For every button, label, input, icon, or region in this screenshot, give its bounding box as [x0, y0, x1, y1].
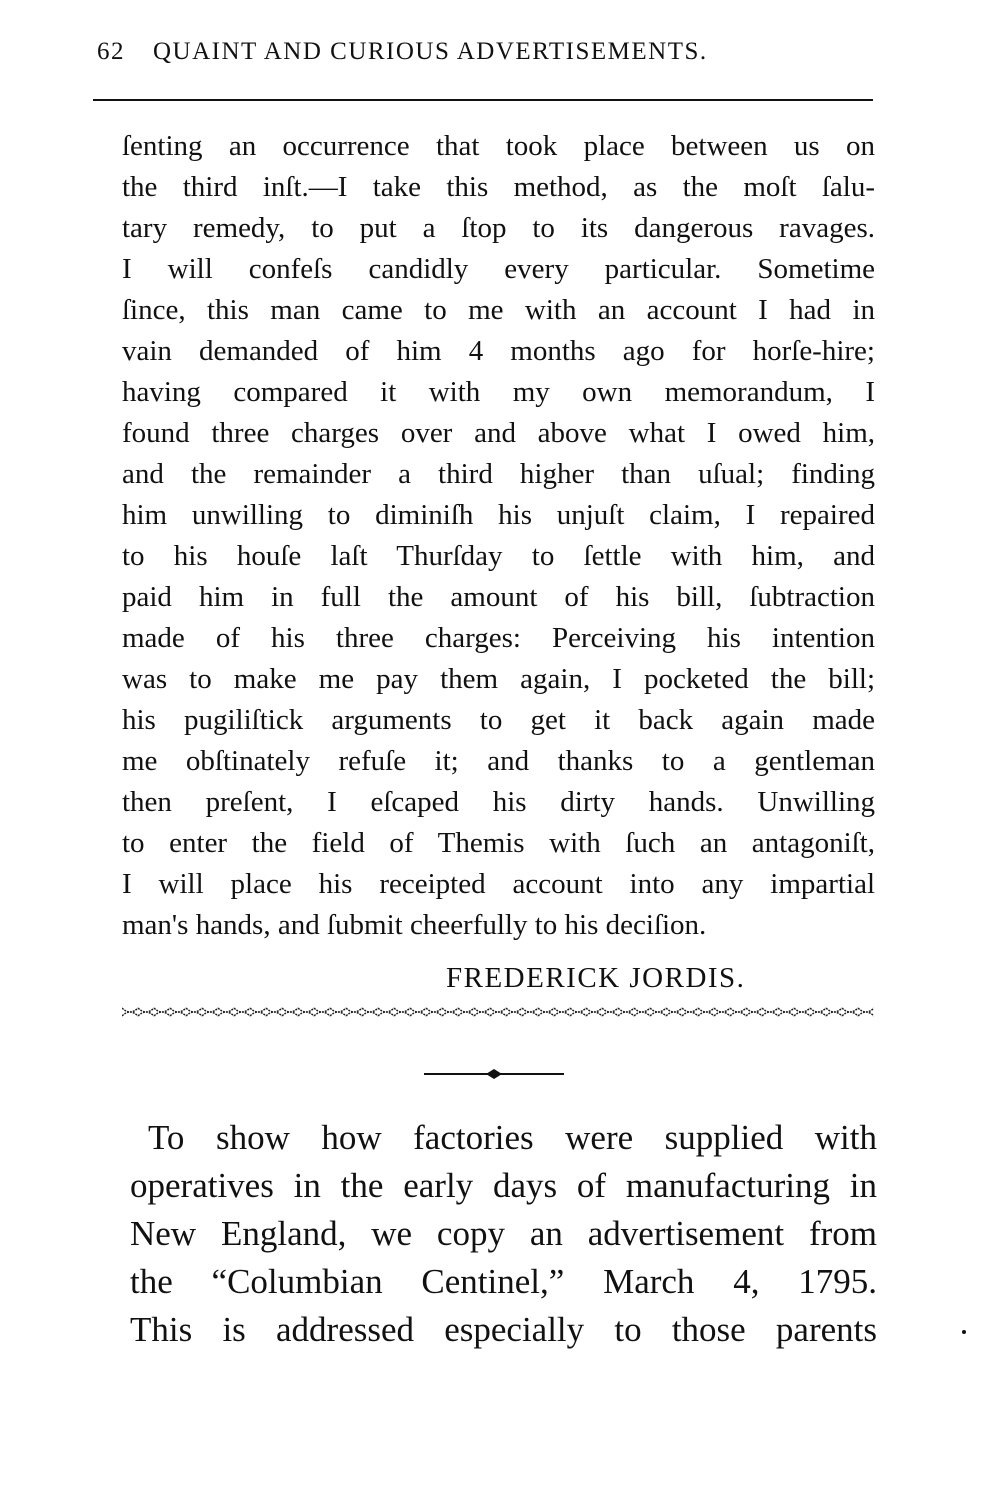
- text-line: vain demanded of him 4 months ago for horſe-hire;: [122, 335, 875, 367]
- ornament-link: [266, 1008, 282, 1016]
- text-line: him unwilling to diminiſh his unjuſt claim, I repaired: [122, 499, 875, 531]
- ornament-link: [826, 1008, 842, 1016]
- ornament-link: [218, 1008, 234, 1016]
- ornament-link: [586, 1008, 602, 1016]
- text-line: paid him in full the amount of his bill, ſubtraction: [122, 581, 875, 613]
- ornament-link: [202, 1008, 218, 1016]
- ornament-link: [250, 1008, 266, 1016]
- ornament-link: [346, 1008, 362, 1016]
- ornamental-border: [122, 1006, 874, 1018]
- ornament-link: [170, 1008, 186, 1016]
- text-line: operatives in the early days of manufacturing in: [130, 1166, 877, 1205]
- commentary-text: [130, 1114, 877, 1354]
- ornament-link: [186, 1008, 202, 1016]
- ornament-link: [842, 1008, 858, 1016]
- ornament-link: [522, 1008, 538, 1016]
- ornament-link: [410, 1008, 426, 1016]
- page-number: 62: [97, 38, 125, 65]
- ornament-link: [426, 1008, 442, 1016]
- signature: FREDERICK JORDIS.: [446, 962, 746, 994]
- text-line: to enter the field of Themis with ſuch an antagoniſt,: [122, 827, 875, 859]
- text-line: This is addressed especially to those parents: [130, 1310, 877, 1349]
- ornament-link: [554, 1008, 570, 1016]
- ornament-link: [650, 1008, 666, 1016]
- ornament-link: [330, 1008, 346, 1016]
- section-divider: [424, 1068, 564, 1080]
- text-line: having compared it with my own memorandum, I: [122, 376, 875, 408]
- ornament-link: [698, 1008, 714, 1016]
- text-line: then preſent, I eſcaped his dirty hands. Unwilling: [122, 786, 875, 818]
- ornament-link: [858, 1008, 874, 1016]
- text-line: To show how factories were supplied with: [148, 1118, 877, 1157]
- text-line: made of his three charges: Perceiving his intention: [122, 622, 875, 654]
- ornament-link: [138, 1008, 154, 1016]
- running-header: [97, 38, 708, 66]
- text-line: I will confeſs candidly every particular. Sometime: [122, 253, 875, 285]
- ornament-link: [362, 1008, 378, 1016]
- running-title: QUAINT AND CURIOUS ADVERTISEMENTS.: [153, 38, 708, 65]
- ornament-link: [714, 1008, 730, 1016]
- text-line: man's hands, and ſubmit cheerfully to his deciſion.: [122, 909, 707, 941]
- ornament-link: [794, 1008, 810, 1016]
- ornament-link: [122, 1008, 138, 1016]
- text-line: New England, we copy an advertisement from: [130, 1214, 877, 1253]
- ornament-link: [618, 1008, 634, 1016]
- ornament-link: [778, 1008, 794, 1016]
- ornament-link: [746, 1008, 762, 1016]
- header-rule: [93, 99, 873, 101]
- advertisement-text: [122, 126, 875, 946]
- ornament-link: [282, 1008, 298, 1016]
- text-line: the third inſt.—I take this method, as the moſt ſalu-: [122, 171, 875, 203]
- text-line: was to make me pay them again, I pocketed the bill;: [122, 663, 875, 695]
- ornament-link: [298, 1008, 314, 1016]
- ornament-link: [570, 1008, 586, 1016]
- ornament-link: [314, 1008, 330, 1016]
- text-line: the “Columbian Centinel,” March 4, 1795.: [130, 1262, 877, 1301]
- text-line: ſenting an occurrence that took place between us on: [122, 130, 875, 162]
- ornament-link: [442, 1008, 458, 1016]
- ornament-link: [154, 1008, 170, 1016]
- text-line: his pugiliſtick arguments to get it back again made: [122, 704, 875, 736]
- text-line: me obſtinately refuſe it; and thanks to a gentleman: [122, 745, 875, 777]
- text-line: ſince, this man came to me with an account I had in: [122, 294, 875, 326]
- ornament-link: [682, 1008, 698, 1016]
- ornament-link: [538, 1008, 554, 1016]
- text-line: tary remedy, to put a ſtop to its dangerous ravages.: [122, 212, 875, 244]
- ornament-link: [394, 1008, 410, 1016]
- ornament-link: [490, 1008, 506, 1016]
- text-line: I will place his receipted account into any impartial: [122, 868, 875, 900]
- ornament-link: [474, 1008, 490, 1016]
- speck: [962, 1330, 966, 1334]
- text-line: and the remainder a third higher than uſual; finding: [122, 458, 875, 490]
- ornament-link: [506, 1008, 522, 1016]
- ornament-link: [458, 1008, 474, 1016]
- ornament-link: [762, 1008, 778, 1016]
- ornament-link: [730, 1008, 746, 1016]
- ornament-link: [666, 1008, 682, 1016]
- text-line: found three charges over and above what I owed him,: [122, 417, 875, 449]
- ornament-link: [378, 1008, 394, 1016]
- text-line: to his houſe laſt Thurſday to ſettle with him, and: [122, 540, 875, 572]
- ornament-link: [810, 1008, 826, 1016]
- ornament-link: [234, 1008, 250, 1016]
- ornament-link: [634, 1008, 650, 1016]
- ornament-link: [602, 1008, 618, 1016]
